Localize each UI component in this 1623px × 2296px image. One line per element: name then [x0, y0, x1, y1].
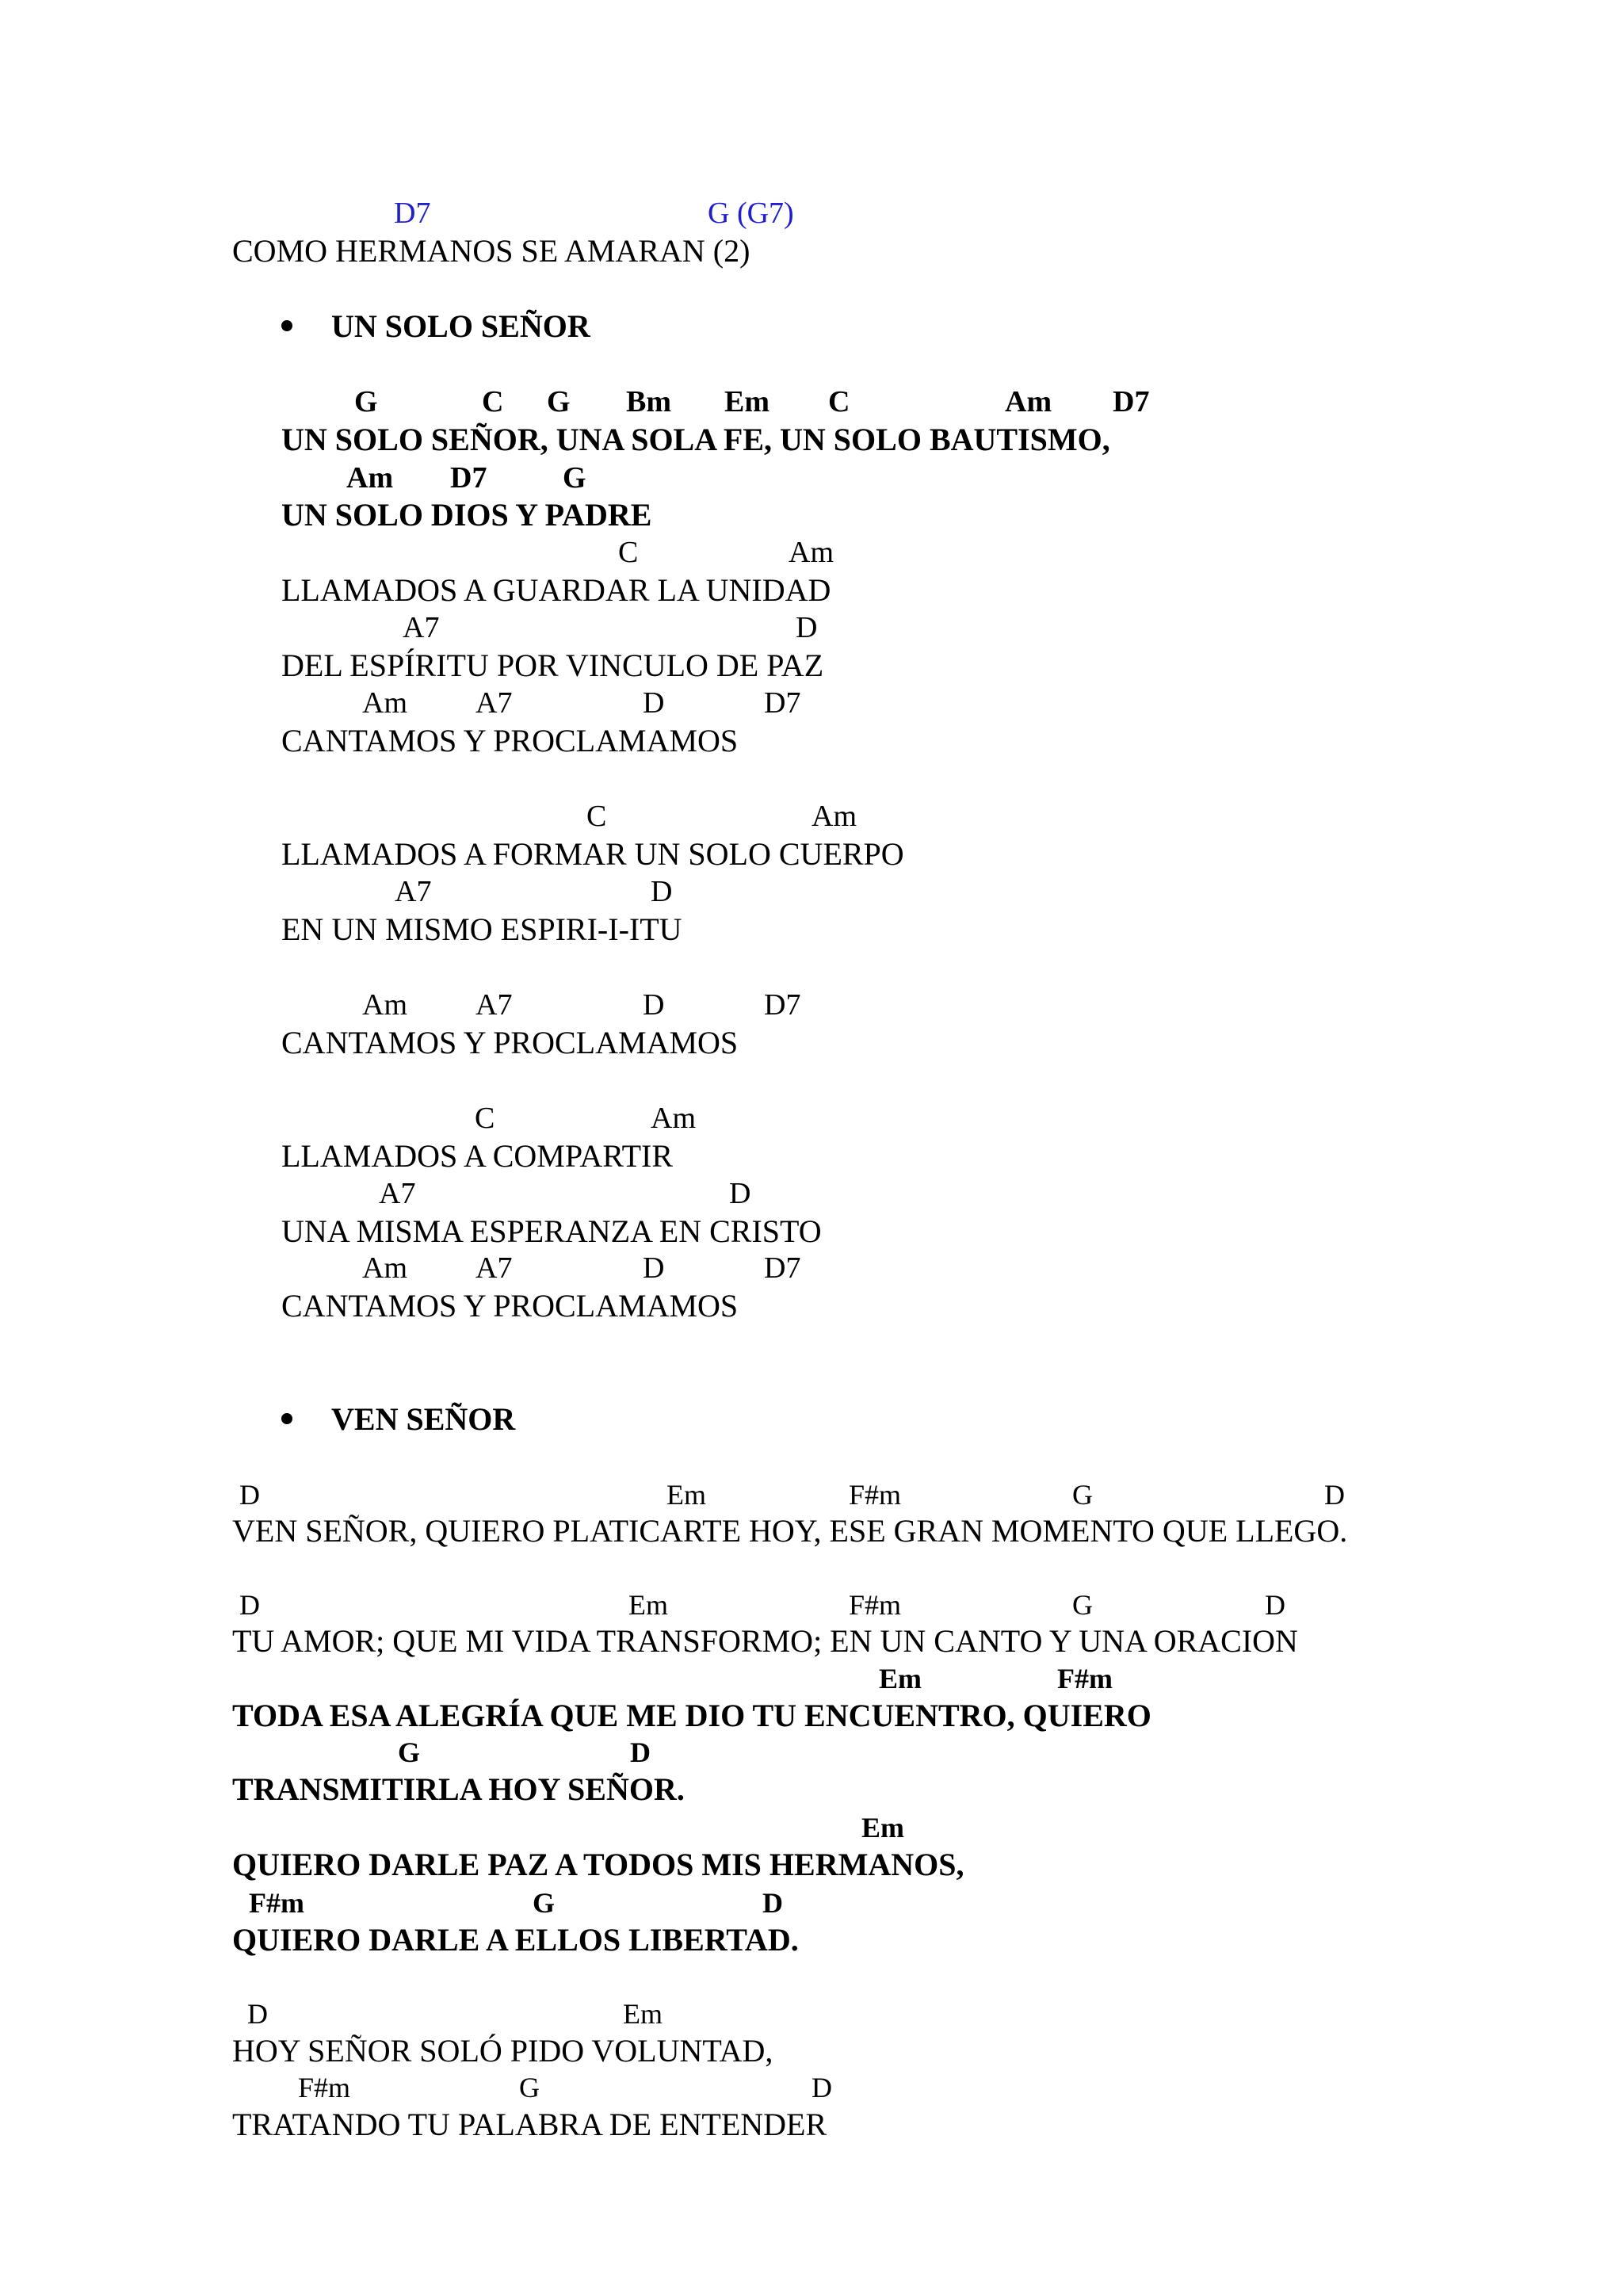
- chord-line: A7: [475, 686, 513, 720]
- chord-line: D: [239, 1479, 260, 1511]
- chord-line: D: [643, 686, 665, 720]
- chord-line: G: [1072, 1589, 1093, 1621]
- chord-line: D: [239, 1589, 260, 1621]
- lyric-line: COMO HERMANOS SE AMARAN (2): [232, 233, 750, 269]
- lyric-line: TRANSMITIRLA HOY SEÑOR.: [232, 1771, 685, 1807]
- chord-line: Em: [861, 1812, 904, 1843]
- lyric-line: UNA MISMA ESPERANZA EN CRISTO: [281, 1213, 822, 1249]
- chord-line: D: [729, 1177, 751, 1210]
- bullet-icon: [281, 320, 292, 331]
- lyric-line: CANTAMOS Y PROCLAMAMOS: [281, 1025, 739, 1060]
- chord-line: D: [796, 611, 818, 644]
- chord-line: F#m: [298, 2072, 351, 2103]
- lyric-line: QUIERO DARLE PAZ A TODOS MIS HERMANOS,: [232, 1847, 964, 1882]
- chord-line: Am: [812, 800, 857, 833]
- chord-line: Am: [362, 1251, 407, 1285]
- lyric-line: LLAMADOS A GUARDAR LA UNIDAD: [281, 572, 831, 608]
- chord-line: Em: [623, 1998, 663, 2030]
- chord-line: Bm: [626, 385, 671, 418]
- lyric-line: TRATANDO TU PALABRA DE ENTENDER: [232, 2107, 827, 2142]
- chord-line: A7: [379, 1177, 416, 1210]
- chord-line: D: [1324, 1479, 1345, 1511]
- lyric-line: QUIERO DARLE A ELLOS LIBERTAD.: [232, 1922, 799, 1958]
- chord-line: D: [1265, 1589, 1285, 1621]
- lyric-line: VEN SEÑOR, QUIERO PLATICARTE HOY, ESE GRAN MOMENTO QUE LLEGO.: [232, 1513, 1348, 1549]
- chord-line: G: [519, 2072, 540, 2103]
- chord-line: C: [586, 800, 607, 833]
- chord-line: Am: [362, 988, 407, 1022]
- lyric-line: TU AMOR; QUE MI VIDA TRANSFORMO; EN UN CANTO Y UNA ORACION: [232, 1623, 1298, 1659]
- chord-line: F#m: [249, 1887, 304, 1919]
- lyric-line: CANTAMOS Y PROCLAMAMOS: [281, 1288, 739, 1324]
- chord-line: G: [547, 385, 571, 418]
- chord-line: G: [354, 385, 378, 418]
- chord-g-g7: G (G7): [708, 197, 794, 230]
- lyric-line: TODA ESA ALEGRÍA QUE ME DIO TU ENCUENTRO, QUIERO: [232, 1698, 1151, 1733]
- lyric-line: LLAMADOS A COMPARTIR: [281, 1138, 674, 1174]
- lyric-line: HOY SEÑOR SOLÓ PIDO VOLUNTAD,: [232, 2033, 773, 2069]
- chord-line: D: [247, 1998, 268, 2030]
- chord-line: C: [475, 1102, 495, 1135]
- chord-line: C: [618, 536, 639, 569]
- bullet-icon: [281, 1413, 292, 1424]
- chord-line: D: [812, 2072, 832, 2103]
- chord-line: D7: [764, 1251, 801, 1285]
- chord-line: A7: [475, 988, 513, 1022]
- chord-line: D: [651, 875, 673, 908]
- chord-line: D7: [764, 988, 801, 1022]
- lyric-line: LLAMADOS A FORMAR UN SOLO CUERPO: [281, 836, 904, 872]
- chord-line: G: [398, 1736, 421, 1768]
- chord-line: G: [563, 461, 586, 495]
- chord-line: C: [828, 385, 850, 418]
- chord-line: D: [643, 988, 665, 1022]
- chord-line: A7: [395, 875, 432, 908]
- chord-line: F#m: [849, 1479, 902, 1511]
- chord-d7: D7: [394, 197, 431, 230]
- chord-line: A7: [475, 1251, 513, 1285]
- chord-line: Am: [1005, 385, 1052, 418]
- chord-line: D: [762, 1887, 783, 1919]
- lyric-line: DEL ESPÍRITU POR VINCULO DE PAZ: [281, 648, 824, 683]
- chord-line: Em: [724, 385, 769, 418]
- chord-line: D: [630, 1736, 651, 1768]
- section-title: VEN SEÑOR: [331, 1401, 516, 1437]
- chord-line: C: [482, 385, 504, 418]
- chord-line: Am: [651, 1102, 696, 1135]
- chord-line: D7: [450, 461, 487, 495]
- chord-line: D7: [764, 686, 801, 720]
- chord-line: Em: [628, 1589, 668, 1621]
- chord-line: D7: [1113, 385, 1150, 418]
- chord-line: Am: [346, 461, 394, 495]
- chord-line: D: [643, 1251, 665, 1285]
- chord-line: A7: [403, 611, 440, 644]
- chord-line: Am: [789, 536, 834, 569]
- lyric-line: EN UN MISMO ESPIRI-I-ITU: [281, 911, 682, 947]
- chord-line: F#m: [849, 1589, 902, 1621]
- chord-line: F#m: [1057, 1663, 1113, 1694]
- lyric-line: UN SOLO SEÑOR, UNA SOLA FE, UN SOLO BAUTISMO,: [281, 422, 1110, 457]
- chord-line: G: [533, 1887, 556, 1919]
- section-title: UN SOLO SEÑOR: [331, 308, 590, 344]
- chord-line: Em: [879, 1663, 922, 1694]
- chord-line: Am: [362, 686, 407, 720]
- lyric-line: CANTAMOS Y PROCLAMAMOS: [281, 723, 739, 758]
- chord-line: G: [1072, 1479, 1093, 1511]
- lyric-line: UN SOLO DIOS Y PADRE: [281, 497, 652, 533]
- chord-line: Em: [666, 1479, 706, 1511]
